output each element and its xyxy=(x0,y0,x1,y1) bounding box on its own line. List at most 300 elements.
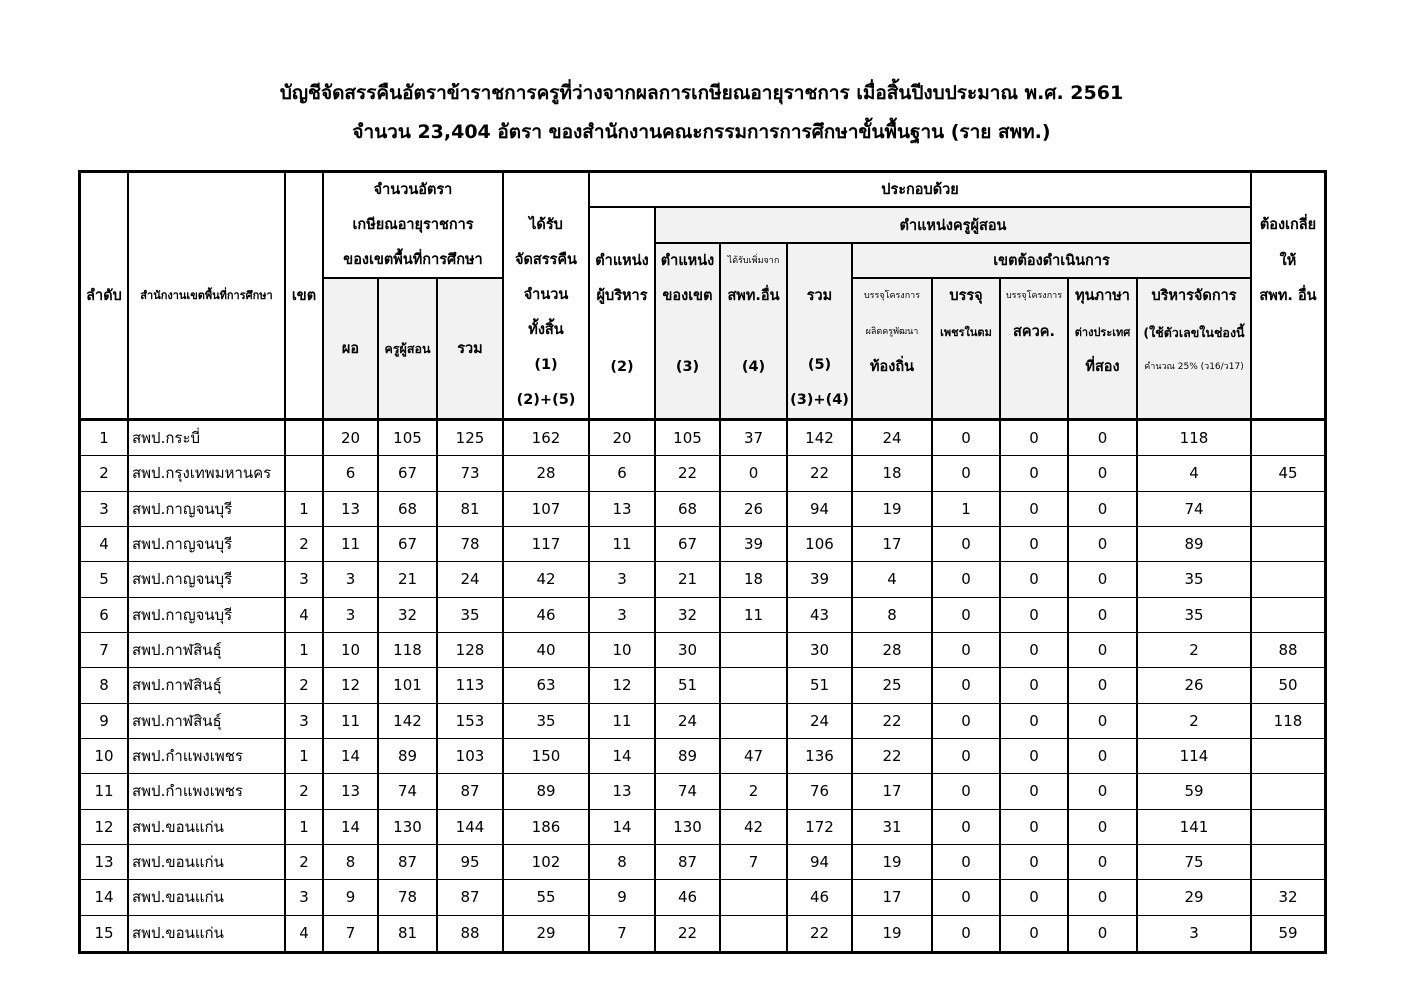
header-local-teacher-line: บรรจุโครงการ xyxy=(863,291,921,302)
management-count: 118 xyxy=(1138,421,1252,456)
zone-number: 4 xyxy=(286,916,324,951)
row-number: 15 xyxy=(81,916,129,951)
office-name: สพป.กาญจนบุรี xyxy=(129,598,286,633)
retired-total-count: 88 xyxy=(438,916,504,951)
header-received-other xyxy=(721,244,788,421)
retired-total-count: 103 xyxy=(438,739,504,774)
admin-position-count: 11 xyxy=(590,527,656,562)
second-language-count: 0 xyxy=(1069,492,1138,527)
header-local-teacher-line: ท้องถิ่น xyxy=(869,359,915,376)
local-teacher-project-count: 8 xyxy=(853,598,933,633)
header-zone: เขต xyxy=(286,173,324,421)
header-local-teacher-line: ผลิตครูพัฒนา xyxy=(865,326,919,337)
admin-position-count: 11 xyxy=(590,704,656,739)
teacher-total-count: 106 xyxy=(788,527,853,562)
header-retired-group xyxy=(324,173,504,279)
zone-position-count: 87 xyxy=(656,845,721,880)
retired-director-count: 7 xyxy=(324,916,379,951)
scqc-project-count: 0 xyxy=(1001,810,1069,845)
received-other-count xyxy=(721,633,788,668)
allocated-total: 186 xyxy=(504,810,590,845)
allocated-total: 46 xyxy=(504,598,590,633)
management-count: 29 xyxy=(1138,880,1252,915)
header-office: สำนักงานเขตพื้นที่การศึกษา xyxy=(129,173,286,421)
row-number: 12 xyxy=(81,810,129,845)
header-retired-line: เกษียณอายุราชการ xyxy=(352,216,474,233)
redistribute-count xyxy=(1252,562,1324,597)
header-spacer xyxy=(590,208,654,243)
scqc-project-count: 0 xyxy=(1001,774,1069,809)
zone-position-count: 51 xyxy=(656,668,721,703)
header-admin-line: (2) xyxy=(610,359,634,376)
zone-number xyxy=(286,456,324,491)
row-number: 6 xyxy=(81,598,129,633)
retired-total-count: 128 xyxy=(438,633,504,668)
zone-position-count: 67 xyxy=(656,527,721,562)
row-number: 5 xyxy=(81,562,129,597)
title-line-2: จำนวน 23,404 อัตรา ของสำนักงานคณะกรรมการการศึกษาขั้นพื้นฐาน (ราย สพท.) xyxy=(352,121,1051,143)
management-count: 3 xyxy=(1138,916,1252,951)
received-other-count xyxy=(721,916,788,951)
diamond-project-count: 0 xyxy=(933,774,1001,809)
diamond-project-count: 0 xyxy=(933,633,1001,668)
management-count: 114 xyxy=(1138,739,1252,774)
header-diamond-line: บรรจุ xyxy=(949,288,983,305)
diamond-project-count: 0 xyxy=(933,880,1001,915)
header-redistribute-line: สพท. อื่น xyxy=(1259,288,1317,305)
header-management-line: บริหารจัดการ xyxy=(1151,288,1237,305)
zone-position-count: 30 xyxy=(656,633,721,668)
retired-total-count: 153 xyxy=(438,704,504,739)
management-count: 74 xyxy=(1138,492,1252,527)
office-name: สพป.กาญจนบุรี xyxy=(129,492,286,527)
redistribute-count xyxy=(1252,810,1324,845)
local-teacher-project-count: 4 xyxy=(853,562,933,597)
redistribute-count xyxy=(1252,527,1324,562)
allocated-total: 42 xyxy=(504,562,590,597)
header-local-teacher-project xyxy=(853,279,933,421)
header-spacer xyxy=(788,244,851,279)
retired-teacher-count: 130 xyxy=(379,810,438,845)
retired-total-count: 125 xyxy=(438,421,504,456)
retired-director-count: 3 xyxy=(324,562,379,597)
header-retired-teacher: ครูผู้สอน xyxy=(379,279,438,421)
header-retired-line: จำนวนอัตรา xyxy=(373,182,453,198)
header-second-language-line: ที่สอง xyxy=(1085,359,1120,376)
second-language-count: 0 xyxy=(1069,562,1138,597)
allocated-total: 35 xyxy=(504,704,590,739)
retired-teacher-count: 67 xyxy=(379,456,438,491)
retired-director-count: 13 xyxy=(324,774,379,809)
retired-total-count: 35 xyxy=(438,598,504,633)
header-zone-position-line: (3) xyxy=(675,359,700,376)
header-zone-position-line: ของเขต xyxy=(662,288,713,305)
zone-position-count: 89 xyxy=(656,739,721,774)
allocation-table xyxy=(78,170,1327,954)
local-teacher-project-count: 17 xyxy=(853,880,933,915)
scqc-project-count: 0 xyxy=(1001,598,1069,633)
header-zone-position-line: ตำแหน่ง xyxy=(660,252,715,269)
local-teacher-project-count: 22 xyxy=(853,739,933,774)
retired-teacher-count: 101 xyxy=(379,668,438,703)
header-spacer xyxy=(721,315,786,350)
office-name: สพป.กาฬสินธุ์ xyxy=(129,633,286,668)
zone-number: 3 xyxy=(286,562,324,597)
management-count: 75 xyxy=(1138,845,1252,880)
scqc-project-count: 0 xyxy=(1001,739,1069,774)
office-name: สพป.กำแพงเพชร xyxy=(129,739,286,774)
teacher-total-count: 51 xyxy=(788,668,853,703)
teacher-total-count: 142 xyxy=(788,421,853,456)
diamond-project-count: 0 xyxy=(933,739,1001,774)
teacher-total-count: 76 xyxy=(788,774,853,809)
retired-teacher-count: 81 xyxy=(379,916,438,951)
scqc-project-count: 0 xyxy=(1001,562,1069,597)
received-other-count: 2 xyxy=(721,774,788,809)
teacher-total-count: 46 xyxy=(788,880,853,915)
zone-position-count: 46 xyxy=(656,880,721,915)
header-received-other-line: สพท.อื่น xyxy=(727,288,780,305)
header-received-other-line: (4) xyxy=(741,359,766,376)
management-count: 4 xyxy=(1138,456,1252,491)
received-other-count: 42 xyxy=(721,810,788,845)
management-count: 35 xyxy=(1138,598,1252,633)
scqc-project-count: 0 xyxy=(1001,492,1069,527)
management-count: 2 xyxy=(1138,633,1252,668)
scqc-project-count: 0 xyxy=(1001,421,1069,456)
allocated-total: 63 xyxy=(504,668,590,703)
received-other-count: 47 xyxy=(721,739,788,774)
allocated-total: 117 xyxy=(504,527,590,562)
header-composed-of: ประกอบด้วย xyxy=(590,173,1252,208)
retired-teacher-count: 21 xyxy=(379,562,438,597)
diamond-project-count: 0 xyxy=(933,916,1001,951)
received-other-count: 39 xyxy=(721,527,788,562)
received-other-count: 7 xyxy=(721,845,788,880)
local-teacher-project-count: 28 xyxy=(853,633,933,668)
office-name: สพป.กระบี่ xyxy=(129,421,286,456)
second-language-count: 0 xyxy=(1069,810,1138,845)
office-name: สพป.กาฬสินธุ์ xyxy=(129,668,286,703)
header-scqc-line: บรรจุโครงการ xyxy=(1005,291,1063,302)
zone-number xyxy=(286,421,324,456)
teacher-total-count: 39 xyxy=(788,562,853,597)
zone-number: 2 xyxy=(286,774,324,809)
row-number: 13 xyxy=(81,845,129,880)
header-retired-line: ของเขตพื้นที่การศึกษา xyxy=(343,251,483,268)
retired-total-count: 144 xyxy=(438,810,504,845)
diamond-project-count: 0 xyxy=(933,810,1001,845)
row-number: 1 xyxy=(81,421,129,456)
admin-position-count: 14 xyxy=(590,739,656,774)
retired-total-count: 87 xyxy=(438,880,504,915)
retired-director-count: 3 xyxy=(324,598,379,633)
header-second-language xyxy=(1069,279,1138,421)
zone-number: 1 xyxy=(286,492,324,527)
redistribute-count xyxy=(1252,492,1324,527)
retired-teacher-count: 32 xyxy=(379,598,438,633)
header-second-language-line: ต่างประเทศ xyxy=(1074,325,1131,339)
header-spacer xyxy=(656,315,719,350)
received-other-count: 26 xyxy=(721,492,788,527)
retired-total-count: 73 xyxy=(438,456,504,491)
second-language-count: 0 xyxy=(1069,598,1138,633)
header-redistribute-line: ต้องเกลี่ย xyxy=(1259,217,1317,234)
admin-position-count: 14 xyxy=(590,810,656,845)
second-language-count: 0 xyxy=(1069,845,1138,880)
header-allocated-line: จำนวน xyxy=(523,287,569,303)
scqc-project-count: 0 xyxy=(1001,916,1069,951)
scqc-project-count: 0 xyxy=(1001,633,1069,668)
received-other-count: 0 xyxy=(721,456,788,491)
scqc-project-count: 0 xyxy=(1001,668,1069,703)
diamond-project-count: 1 xyxy=(933,492,1001,527)
header-teacher-total-line: (5) xyxy=(807,357,832,374)
zone-position-count: 105 xyxy=(656,421,721,456)
received-other-count xyxy=(721,704,788,739)
local-teacher-project-count: 19 xyxy=(853,492,933,527)
retired-teacher-count: 105 xyxy=(379,421,438,456)
redistribute-count: 59 xyxy=(1278,924,1298,943)
allocated-total: 55 xyxy=(504,880,590,915)
admin-position-count: 13 xyxy=(590,492,656,527)
retired-teacher-count: 142 xyxy=(379,704,438,739)
retired-total-count: 78 xyxy=(438,527,504,562)
row-number: 7 xyxy=(81,633,129,668)
header-spacer xyxy=(504,173,588,208)
zone-number: 2 xyxy=(286,527,324,562)
retired-director-count: 8 xyxy=(324,845,379,880)
allocated-total: 29 xyxy=(504,916,590,951)
row-number: 10 xyxy=(81,739,129,774)
admin-position-count: 3 xyxy=(590,598,656,633)
admin-position-count: 6 xyxy=(590,456,656,491)
header-teacher-total-line: รวม xyxy=(806,287,833,304)
header-scqc-line: สควค. xyxy=(1013,323,1055,340)
row-number: 9 xyxy=(81,704,129,739)
header-management-line: คำนวณ 25% (ว16/ว17) xyxy=(1144,362,1244,373)
diamond-project-count: 0 xyxy=(933,668,1001,703)
header-admin-line: ตำแหน่ง xyxy=(595,252,649,269)
redistribute-count: 45 xyxy=(1252,456,1324,491)
header-teacher-total-line: (3)+(4) xyxy=(790,392,849,409)
header-allocated xyxy=(504,173,590,421)
redistribute-count: 88 xyxy=(1252,633,1324,668)
header-admin-line: ผู้บริหาร xyxy=(596,288,648,305)
zone-number: 1 xyxy=(286,810,324,845)
retired-teacher-count: 87 xyxy=(379,845,438,880)
scqc-project-count: 0 xyxy=(1001,704,1069,739)
header-allocated-line: จัดสรรคืน xyxy=(515,252,577,268)
office-name: สพป.กาญจนบุรี xyxy=(129,562,286,597)
admin-position-count: 7 xyxy=(590,916,656,951)
header-admin-position xyxy=(590,208,656,421)
redistribute-count xyxy=(1252,598,1324,633)
zone-position-count: 24 xyxy=(656,704,721,739)
diamond-project-count: 0 xyxy=(933,845,1001,880)
scqc-project-count: 0 xyxy=(1001,456,1069,491)
second-language-count: 0 xyxy=(1069,704,1138,739)
diamond-project-count: 0 xyxy=(933,456,1001,491)
local-teacher-project-count: 18 xyxy=(853,456,933,491)
allocated-total: 89 xyxy=(504,774,590,809)
header-redistribute xyxy=(1252,173,1324,421)
received-other-count: 18 xyxy=(721,562,788,597)
admin-position-count: 13 xyxy=(590,774,656,809)
zone-number: 4 xyxy=(286,598,324,633)
teacher-total-count: 22 xyxy=(788,456,853,491)
management-count: 141 xyxy=(1138,810,1252,845)
second-language-count: 0 xyxy=(1069,880,1138,915)
retired-teacher-count: 89 xyxy=(379,739,438,774)
retired-teacher-count: 68 xyxy=(379,492,438,527)
row-number: 11 xyxy=(81,774,129,809)
retired-director-count: 20 xyxy=(324,421,379,456)
zone-number: 1 xyxy=(286,633,324,668)
redistribute-count xyxy=(1252,739,1324,774)
allocated-total: 102 xyxy=(504,845,590,880)
zone-position-count: 32 xyxy=(656,598,721,633)
zone-position-count: 22 xyxy=(656,456,721,491)
header-teacher-total xyxy=(788,244,853,421)
second-language-count: 0 xyxy=(1069,456,1138,491)
zone-position-count: 74 xyxy=(656,774,721,809)
retired-total-count: 87 xyxy=(438,774,504,809)
local-teacher-project-count: 17 xyxy=(853,774,933,809)
header-scqc-project xyxy=(1001,279,1069,421)
zone-number: 3 xyxy=(286,880,324,915)
diamond-project-count: 0 xyxy=(933,421,1001,456)
title-line-1: บัญชีจัดสรรคืนอัตราข้าราชการครูที่ว่างจากผลการเกษียณอายุราชการ เมื่อสิ้นปีงบประมาณ พ.ศ. 2561 xyxy=(279,82,1124,104)
local-teacher-project-count: 19 xyxy=(853,845,933,880)
local-teacher-project-count: 22 xyxy=(853,704,933,739)
header-allocated-line: (2)+(5) xyxy=(516,392,576,408)
retired-director-count: 14 xyxy=(324,739,379,774)
redistribute-count xyxy=(1252,845,1324,880)
local-teacher-project-count: 31 xyxy=(853,810,933,845)
retired-total-count: 81 xyxy=(438,492,504,527)
row-number: 8 xyxy=(81,668,129,703)
zone-number: 2 xyxy=(286,845,324,880)
retired-total-count: 95 xyxy=(438,845,504,880)
second-language-count: 0 xyxy=(1069,739,1138,774)
second-language-count: 0 xyxy=(1069,633,1138,668)
second-language-count: 0 xyxy=(1069,916,1138,951)
teacher-total-count: 43 xyxy=(788,598,853,633)
header-spacer xyxy=(1252,173,1324,208)
teacher-total-count: 94 xyxy=(788,845,853,880)
local-teacher-project-count: 17 xyxy=(853,527,933,562)
header-diamond-project xyxy=(933,279,1001,421)
header-zone-position xyxy=(656,244,721,421)
allocated-total: 162 xyxy=(504,421,590,456)
diamond-project-count: 0 xyxy=(933,704,1001,739)
second-language-count: 0 xyxy=(1069,421,1138,456)
office-name: สพป.กรุงเทพมหานคร xyxy=(129,456,286,491)
local-teacher-project-count: 19 xyxy=(853,916,933,951)
retired-director-count: 14 xyxy=(324,810,379,845)
header-retired-total: รวม xyxy=(438,279,504,421)
teacher-total-count: 172 xyxy=(788,810,853,845)
header-redistribute-line: ให้ xyxy=(1279,252,1297,269)
allocated-total: 107 xyxy=(504,492,590,527)
diamond-project-count: 0 xyxy=(933,527,1001,562)
teacher-total-count: 30 xyxy=(788,633,853,668)
allocated-total: 150 xyxy=(504,739,590,774)
office-name: สพป.ขอนแก่น xyxy=(129,810,286,845)
management-count: 2 xyxy=(1138,704,1252,739)
retired-director-count: 11 xyxy=(324,704,379,739)
zone-position-count: 22 xyxy=(656,916,721,951)
retired-teacher-count: 67 xyxy=(379,527,438,562)
header-allocated-line: (1) xyxy=(534,357,558,373)
redistribute-count: 32 xyxy=(1252,880,1324,915)
admin-position-count: 10 xyxy=(590,633,656,668)
office-name: สพป.ขอนแก่น xyxy=(129,880,286,915)
management-count: 26 xyxy=(1138,668,1252,703)
office-name: สพป.ขอนแก่น xyxy=(129,845,286,880)
zone-number: 2 xyxy=(286,668,324,703)
scqc-project-count: 0 xyxy=(1001,527,1069,562)
allocated-total: 28 xyxy=(504,456,590,491)
local-teacher-project-count: 24 xyxy=(853,421,933,456)
row-number: 14 xyxy=(81,880,129,915)
admin-position-count: 9 xyxy=(590,880,656,915)
header-spacer xyxy=(590,315,654,350)
office-name: สพป.ขอนแก่น xyxy=(129,916,286,951)
office-name: สพป.กำแพงเพชร xyxy=(129,774,286,809)
zone-number: 1 xyxy=(286,739,324,774)
header-teacher-position: ตำแหน่งครูผู้สอน xyxy=(656,208,1252,243)
row-number: 2 xyxy=(81,456,129,491)
scqc-project-count: 0 xyxy=(1001,880,1069,915)
teacher-total-count: 94 xyxy=(788,492,853,527)
local-teacher-project-count: 25 xyxy=(853,668,933,703)
retired-total-count: 113 xyxy=(438,668,504,703)
header-row-number: ลำดับ xyxy=(81,173,129,421)
retired-director-count: 12 xyxy=(324,668,379,703)
retired-teacher-count: 118 xyxy=(379,633,438,668)
header-retired-director: ผอ xyxy=(324,279,379,421)
header-received-other-line: ได้รับเพิ่มจาก xyxy=(727,255,780,266)
second-language-count: 0 xyxy=(1069,774,1138,809)
admin-position-count: 3 xyxy=(590,562,656,597)
retired-director-count: 9 xyxy=(324,880,379,915)
header-allocated-line: ได้รับ xyxy=(529,217,563,233)
admin-position-count: 20 xyxy=(590,421,656,456)
second-language-count: 0 xyxy=(1069,668,1138,703)
teacher-total-count: 24 xyxy=(788,704,853,739)
retired-teacher-count: 78 xyxy=(379,880,438,915)
retired-director-count: 11 xyxy=(324,527,379,562)
received-other-count xyxy=(721,880,788,915)
row-number: 3 xyxy=(81,492,129,527)
zone-position-count: 21 xyxy=(656,562,721,597)
redistribute-count: 118 xyxy=(1252,704,1324,739)
received-other-count: 37 xyxy=(721,421,788,456)
zone-position-count: 130 xyxy=(656,810,721,845)
header-spacer xyxy=(788,314,851,349)
retired-total-count: 24 xyxy=(438,562,504,597)
management-count: 35 xyxy=(1138,562,1252,597)
retired-director-count: 10 xyxy=(324,633,379,668)
zone-position-count: 68 xyxy=(656,492,721,527)
redistribute-count xyxy=(1252,421,1324,456)
header-zone-action: เขตต้องดำเนินการ xyxy=(853,244,1252,279)
header-diamond-line: เพชรในตม xyxy=(940,325,992,339)
second-language-count: 0 xyxy=(1069,527,1138,562)
retired-teacher-count: 74 xyxy=(379,774,438,809)
